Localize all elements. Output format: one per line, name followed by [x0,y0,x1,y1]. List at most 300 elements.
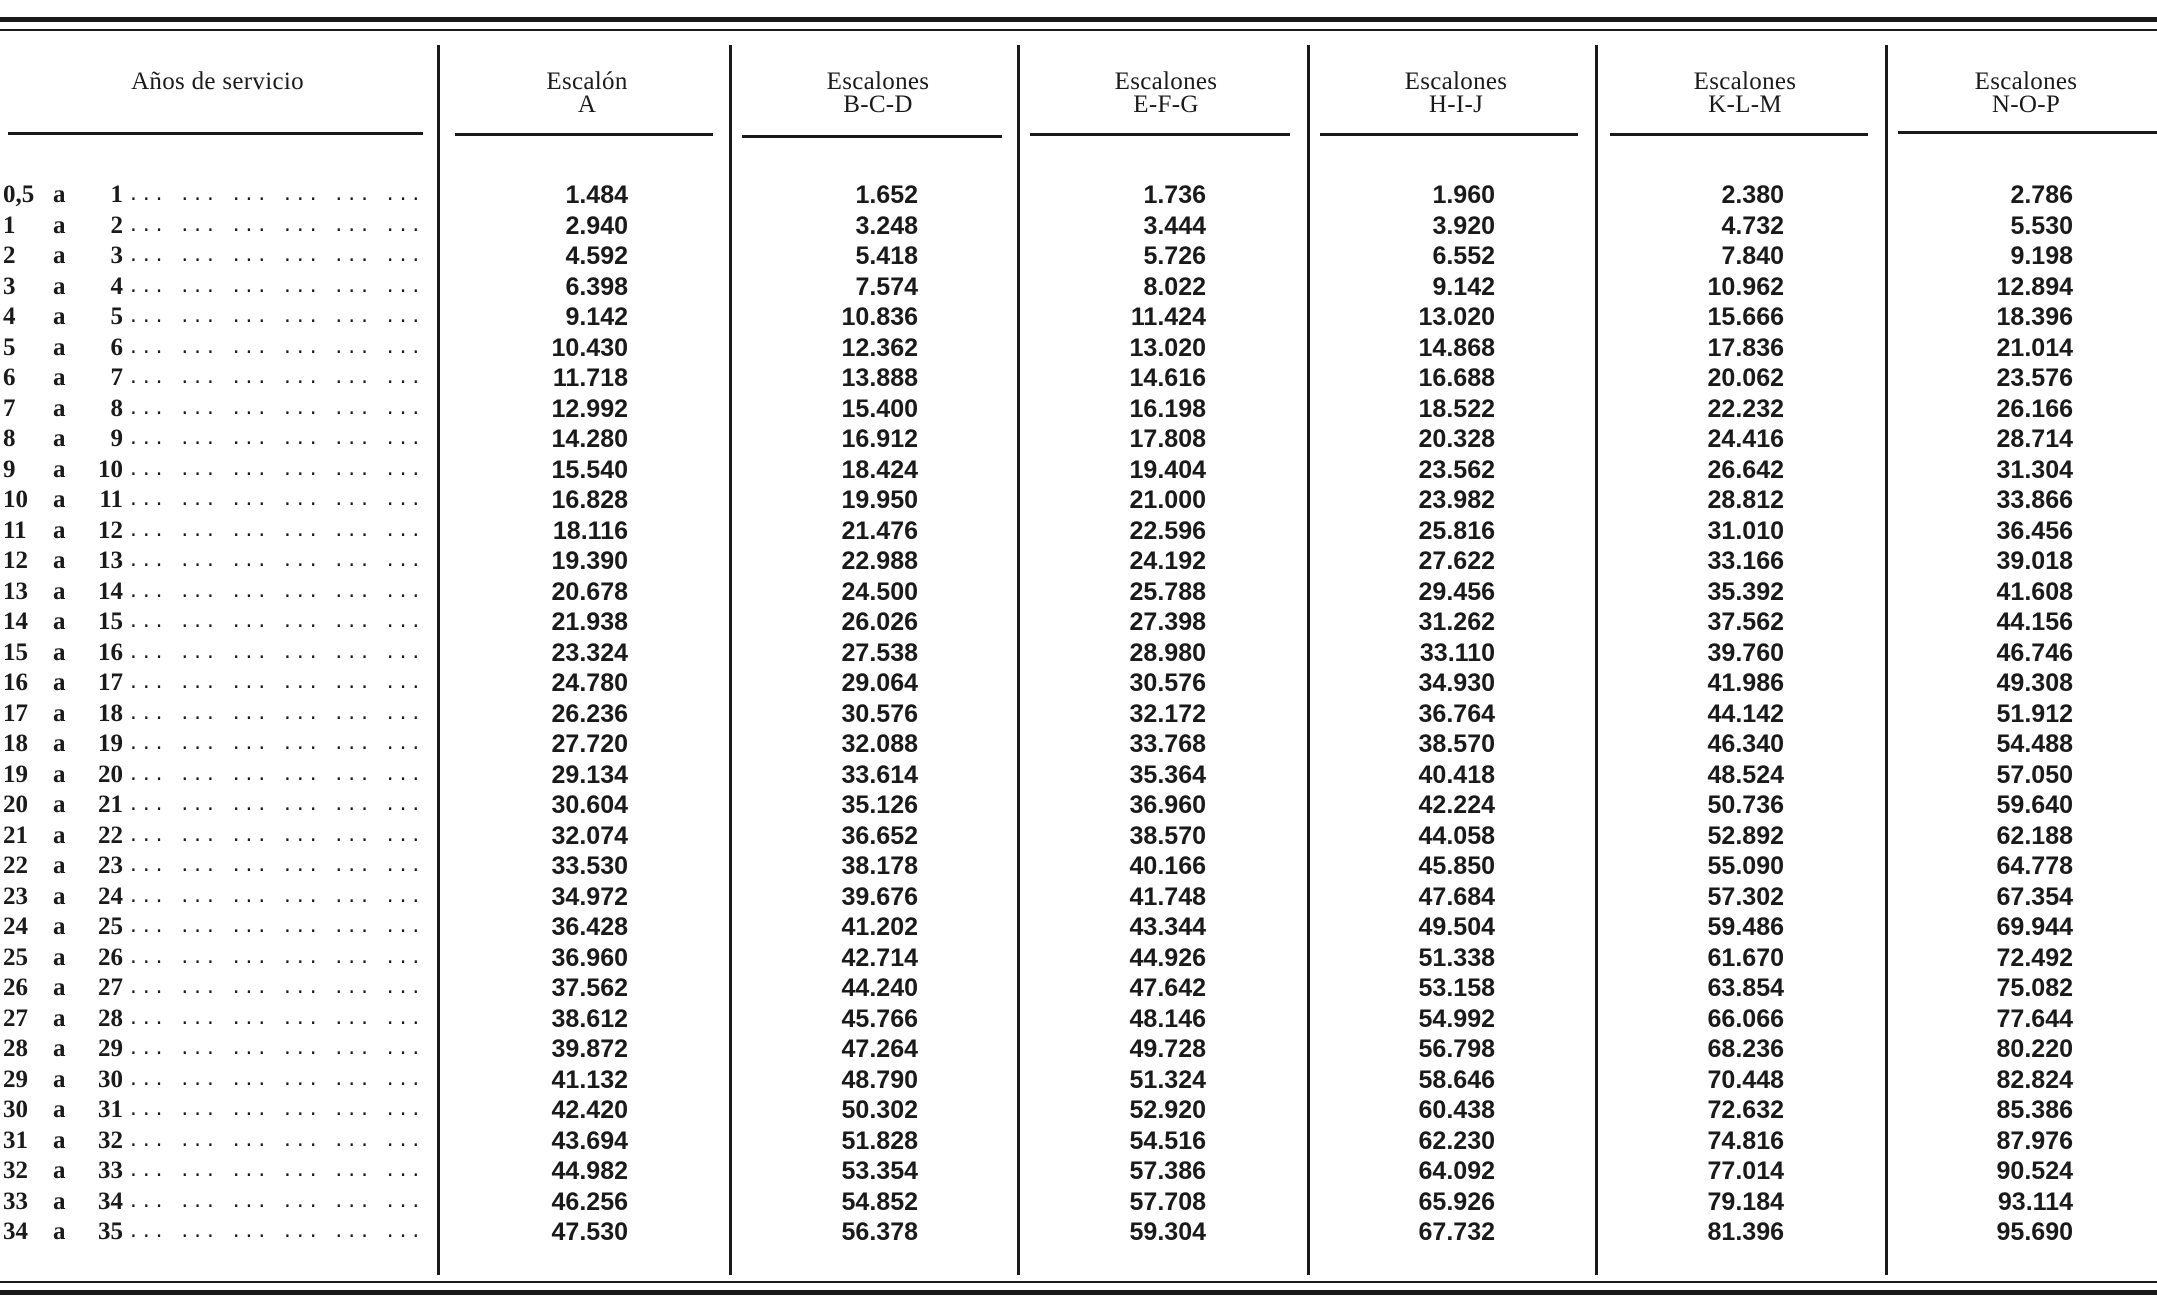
table-cell: 62.230 [1418,1126,1495,1155]
table-cell: 27.398 [1129,608,1206,636]
years-to: 22 [98,821,123,849]
table-cell: 67.354 [1996,882,2073,911]
leader-dots: ... ... ... ... ... ... [128,184,424,205]
years-to: 23 [98,852,123,879]
years-from: 4 [3,303,16,330]
table-cell: 58.646 [1418,1065,1495,1094]
years-to: 9 [110,425,123,452]
table-cell: 31.010 [1707,516,1784,545]
table-cell: 49.728 [1129,1035,1206,1063]
table-cell: 54.488 [1996,730,2073,758]
table-cell: 39.760 [1707,638,1784,667]
column-divider [1595,45,1598,1275]
table-cell: 81.396 [1707,1218,1784,1246]
years-to: 24 [98,882,123,910]
years-separator: a [53,1004,66,1032]
table-cell: 20.328 [1418,425,1495,453]
table-cell: 45.850 [1418,852,1495,880]
table-cell: 59.304 [1129,1218,1206,1246]
table-cell: 41.986 [1707,669,1784,697]
leader-dots: ... ... ... ... ... ... [128,794,424,815]
table-cell: 18.396 [1996,303,2073,331]
years-to: 17 [98,669,123,696]
years-to: 12 [98,516,123,544]
years-from: 12 [3,547,28,574]
table-cell: 48.146 [1129,1004,1206,1033]
table-cell: 25.816 [1418,516,1495,545]
table-cell: 16.828 [551,486,628,514]
table-cell: 8.022 [1143,272,1206,301]
table-row [3,546,433,577]
leader-dots: ... ... ... ... ... ... [128,580,424,602]
table-cell: 1.652 [855,181,918,209]
leader-dots: ... ... ... ... ... ... [128,306,424,327]
header-line2: A [577,91,597,118]
table-row [3,1034,433,1065]
header-line2: H-I-J [1428,91,1484,118]
table-cell: 33.614 [841,760,918,789]
leader-dots: ... ... ... ... ... ... [128,702,424,724]
table-cell: 33.110 [1419,638,1495,667]
years-separator: a [53,730,66,757]
header-line1: Escalones [1114,68,1218,95]
years-separator: a [53,760,66,788]
bottom-rule-thick [0,1290,2157,1295]
years-from: 24 [3,913,28,940]
table-cell: 36.960 [1129,791,1206,819]
years-to: 15 [98,608,123,635]
table-cell: 46.746 [1996,638,2073,667]
years-separator: a [53,608,66,635]
header-underline [1898,131,2157,134]
years-separator: a [53,1157,66,1184]
table-cell: 72.632 [1707,1096,1784,1124]
table-cell: 1.484 [565,181,628,209]
table-row [3,912,433,943]
years-to: 2 [110,211,123,239]
table-cell: 41.132 [551,1065,628,1094]
table-cell: 7.840 [1721,242,1784,270]
years-separator: a [53,303,66,330]
years-to: 27 [98,974,123,1001]
table-cell: 57.302 [1707,882,1784,911]
table-cell: 51.324 [1129,1065,1206,1094]
table-cell: 56.378 [841,1218,918,1246]
years-from: 31 [3,1126,28,1154]
years-to: 33 [98,1157,123,1184]
years-separator: a [53,516,66,544]
table-cell: 2.380 [1721,181,1784,209]
leader-dots: ... ... ... ... ... ... [128,245,424,266]
table-cell: 16.688 [1418,364,1495,392]
table-cell: 43.344 [1129,913,1206,941]
table-row [3,790,433,821]
table-row [3,882,433,913]
table-cell: 39.676 [841,882,918,911]
table-cell: 74.816 [1707,1126,1784,1155]
table-cell: 51.338 [1418,943,1495,972]
table-row [3,1217,433,1248]
table-cell: 29.064 [841,669,918,697]
years-from: 3 [3,272,16,300]
table-cell: 10.836 [841,303,918,331]
header-col-nop [1895,70,2157,116]
table-cell: 47.642 [1129,974,1206,1002]
table-cell: 21.476 [841,516,918,545]
table-row [3,668,433,699]
table-cell: 22.232 [1707,394,1784,423]
years-to: 34 [98,1187,123,1215]
table-cell: 14.868 [1418,333,1495,362]
table-cell: 49.504 [1418,913,1495,941]
table-cell: 41.202 [841,913,918,941]
table-cell: 22.596 [1129,516,1206,545]
leader-dots: ... ... ... ... ... ... [128,428,424,449]
years-to: 35 [98,1218,123,1245]
table-row [3,760,433,791]
table-cell: 69.944 [1996,913,2073,941]
table-cell: 16.198 [1129,394,1206,423]
table-cell: 23.562 [1418,455,1495,484]
table-cell: 55.090 [1707,852,1784,880]
table-cell: 6.552 [1432,242,1495,270]
years-separator: a [53,791,66,818]
years-from: 30 [3,1096,28,1123]
table-cell: 15.540 [551,455,628,484]
header-underline [1030,133,1290,136]
column-divider [437,45,440,1275]
table-cell: 42.714 [841,943,918,972]
years-from: 32 [3,1157,28,1184]
table-cell: 30.576 [1129,669,1206,697]
table-cell: 33.530 [551,852,628,880]
years-from: 6 [3,364,16,391]
table-cell: 5.530 [2010,211,2073,240]
table-cell: 64.778 [1996,852,2073,880]
years-to: 32 [98,1126,123,1154]
years-from: 22 [3,852,28,879]
header-line2: E-F-G [1133,91,1199,118]
table-cell: 32.088 [841,730,918,758]
table-cell: 46.256 [551,1187,628,1216]
table-cell: 40.166 [1129,852,1206,880]
column-escalones-nop [1895,180,2073,1250]
years-to: 14 [98,577,123,605]
years-from: 20 [3,791,28,818]
years-from: 29 [3,1065,28,1093]
table-cell: 32.074 [551,821,628,850]
years-separator: a [53,638,66,666]
table-cell: 54.852 [841,1187,918,1216]
table-row [3,180,433,211]
years-from: 21 [3,821,28,849]
years-separator: a [53,1096,66,1123]
table-cell: 37.562 [1707,608,1784,636]
table-cell: 35.364 [1129,760,1206,789]
table-cell: 51.828 [841,1126,918,1155]
table-row [3,1156,433,1187]
years-from: 33 [3,1187,28,1215]
table-cell: 52.920 [1129,1096,1206,1124]
table-cell: 24.416 [1707,425,1784,453]
table-cell: 44.240 [841,974,918,1002]
header-line1: Escalones [1693,68,1797,95]
column-divider [1885,45,1888,1275]
table-cell: 17.836 [1707,333,1784,362]
years-from: 26 [3,974,28,1001]
table-cell: 5.418 [855,242,918,270]
table-cell: 57.386 [1129,1157,1206,1185]
table-cell: 28.714 [1996,425,2073,453]
header-years-label: Años de servicio [131,68,304,95]
table-cell: 9.142 [1432,272,1495,301]
years-to: 28 [98,1004,123,1032]
table-cell: 63.854 [1707,974,1784,1002]
table-cell: 42.224 [1418,791,1495,819]
table-cell: 3.444 [1143,211,1206,240]
table-cell: 18.522 [1418,394,1495,423]
leader-dots: ... ... ... ... ... ... [128,824,424,846]
column-escalones-klm [1605,180,1784,1250]
table-cell: 53.158 [1418,974,1495,1002]
column-escalones-bcd [738,180,918,1250]
header-years-of-service [10,70,425,93]
years-separator: a [53,699,66,727]
header-underline [1320,133,1578,136]
years-to: 26 [98,943,123,971]
table-cell: 21.938 [551,608,628,636]
table-cell: 67.732 [1418,1218,1495,1246]
leader-dots: ... ... ... ... ... ... [128,855,424,876]
table-cell: 44.142 [1707,699,1784,728]
table-cell: 13.020 [1418,303,1495,331]
header-col-klm [1605,70,1885,116]
years-to: 18 [98,699,123,727]
table-row [3,943,433,974]
years-of-service-column [0,180,430,1250]
table-cell: 13.020 [1129,333,1206,362]
years-separator: a [53,882,66,910]
table-cell: 31.304 [1996,455,2073,484]
table-row [3,607,433,638]
table-cell: 39.018 [1996,547,2073,575]
table-cell: 52.892 [1707,821,1784,850]
header-line1: Escalones [826,68,930,95]
table-cell: 59.640 [1996,791,2073,819]
years-separator: a [53,211,66,239]
table-cell: 9.142 [565,303,628,331]
years-from: 14 [3,608,28,635]
leader-dots: ... ... ... ... ... ... [128,1007,424,1029]
table-cell: 72.492 [1996,943,2073,972]
table-cell: 31.262 [1418,608,1495,636]
years-to: 19 [98,730,123,757]
years-from: 2 [3,242,16,269]
table-cell: 46.340 [1707,730,1784,758]
header-line1: Escalones [1974,68,2078,95]
table-row [3,1187,433,1218]
leader-dots: ... ... ... ... ... ... [128,275,424,297]
table-cell: 32.172 [1129,699,1206,728]
table-cell: 15.666 [1707,303,1784,331]
table-cell: 23.576 [1996,364,2073,392]
table-cell: 40.418 [1418,760,1495,789]
years-from: 34 [3,1218,28,1245]
leader-dots: ... ... ... ... ... ... [128,733,424,754]
table-cell: 26.166 [1996,394,2073,423]
header-underline [455,133,713,136]
table-cell: 43.694 [551,1126,628,1155]
table-cell: 35.126 [841,791,918,819]
table-cell: 20.678 [551,577,628,606]
leader-dots: ... ... ... ... ... ... [128,550,424,571]
years-to: 13 [98,547,123,574]
years-separator: a [53,272,66,300]
table-cell: 10.430 [551,333,628,362]
header-line1: Escalón [546,68,628,95]
table-cell: 22.988 [841,547,918,575]
column-divider [729,45,732,1275]
table-cell: 64.092 [1418,1157,1495,1185]
table-cell: 41.608 [1996,577,2073,606]
leader-dots: ... ... ... ... ... ... [128,336,424,358]
years-to: 11 [99,486,123,513]
table-cell: 28.980 [1129,638,1206,667]
table-cell: 44.926 [1129,943,1206,972]
table-cell: 93.114 [1997,1187,2073,1216]
years-separator: a [53,974,66,1001]
years-to: 31 [98,1096,123,1123]
table-cell: 27.622 [1418,547,1495,575]
table-cell: 4.732 [1721,211,1784,240]
years-separator: a [53,455,66,483]
table-cell: 57.050 [1996,760,2073,789]
leader-dots: ... ... ... ... ... ... [128,1038,424,1059]
leader-dots: ... ... ... ... ... ... [128,519,424,541]
years-separator: a [53,242,66,269]
table-cell: 61.670 [1707,943,1784,972]
table-row [3,821,433,852]
table-cell: 29.456 [1418,577,1495,606]
table-row [3,1065,433,1096]
table-cell: 95.690 [1996,1218,2073,1246]
table-cell: 36.960 [551,943,628,972]
table-cell: 12.894 [1996,272,2073,301]
leader-dots: ... ... ... ... ... ... [128,611,424,632]
years-separator: a [53,669,66,696]
table-cell: 14.616 [1129,364,1206,392]
table-cell: 24.192 [1129,547,1206,575]
table-cell: 26.026 [841,608,918,636]
years-from: 1 [3,211,16,239]
table-cell: 38.178 [841,852,918,880]
table-cell: 33.768 [1129,730,1206,758]
table-cell: 3.920 [1432,211,1495,240]
table-cell: 51.912 [1996,699,2073,728]
table-cell: 2.940 [565,211,628,240]
years-from: 8 [3,425,16,452]
header-col-bcd [738,70,1018,116]
table-cell: 47.264 [841,1035,918,1063]
years-separator: a [53,1126,66,1154]
table-cell: 82.824 [1996,1065,2073,1094]
table-cell: 9.198 [2010,242,2073,270]
leader-dots: ... ... ... ... ... ... [128,1068,424,1090]
table-cell: 80.220 [1996,1035,2073,1063]
years-separator: a [53,943,66,971]
table-row [3,272,433,303]
table-cell: 23.324 [551,638,628,667]
table-row [3,241,433,272]
table-cell: 5.726 [1143,242,1206,270]
years-from: 16 [3,669,28,696]
table-cell: 1.960 [1432,181,1495,209]
leader-dots: ... ... ... ... ... ... [128,1129,424,1151]
table-cell: 44.058 [1418,821,1495,850]
leader-dots: ... ... ... ... ... ... [128,672,424,693]
table-cell: 25.788 [1129,577,1206,606]
table-row [3,729,433,760]
table-cell: 30.576 [841,699,918,728]
leader-dots: ... ... ... ... ... ... [128,1190,424,1212]
header-col-efg [1026,70,1306,116]
header-col-a [447,70,727,116]
years-from: 23 [3,882,28,910]
table-cell: 77.014 [1707,1157,1784,1185]
table-cell: 23.982 [1418,486,1495,514]
column-escalones-hij [1316,180,1495,1250]
years-from: 0,5 [3,181,35,208]
column-escalon-a [447,180,628,1250]
years-separator: a [53,394,66,422]
table-cell: 33.866 [1996,486,2073,514]
header-col-hij [1316,70,1596,116]
table-cell: 44.156 [1996,608,2073,636]
table-cell: 37.562 [551,974,628,1002]
leader-dots: ... ... ... ... ... ... [128,977,424,998]
table-row [3,1095,433,1126]
years-separator: a [53,181,66,208]
years-from: 9 [3,455,16,483]
table-cell: 26.642 [1707,455,1784,484]
years-to: 29 [98,1035,123,1062]
table-row [3,699,433,730]
table-cell: 70.448 [1707,1065,1784,1094]
table-cell: 14.280 [551,425,628,453]
table-cell: 50.302 [841,1096,918,1124]
table-cell: 13.888 [841,364,918,392]
table-row [3,211,433,242]
years-from: 10 [3,486,28,513]
years-to: 30 [98,1065,123,1093]
years-from: 27 [3,1004,28,1032]
years-from: 5 [3,333,16,361]
table-cell: 1.736 [1143,181,1206,209]
table-row [3,424,433,455]
table-cell: 27.538 [841,638,918,667]
table-cell: 15.400 [841,394,918,423]
years-separator: a [53,333,66,361]
table-cell: 75.082 [1996,974,2073,1002]
leader-dots: ... ... ... ... ... ... [128,1221,424,1242]
table-cell: 54.992 [1418,1004,1495,1033]
table-row [3,1126,433,1157]
header-underline [8,132,423,135]
leader-dots: ... ... ... ... ... ... [128,458,424,480]
table-cell: 26.236 [551,699,628,728]
years-to: 3 [110,242,123,269]
table-cell: 38.570 [1418,730,1495,758]
